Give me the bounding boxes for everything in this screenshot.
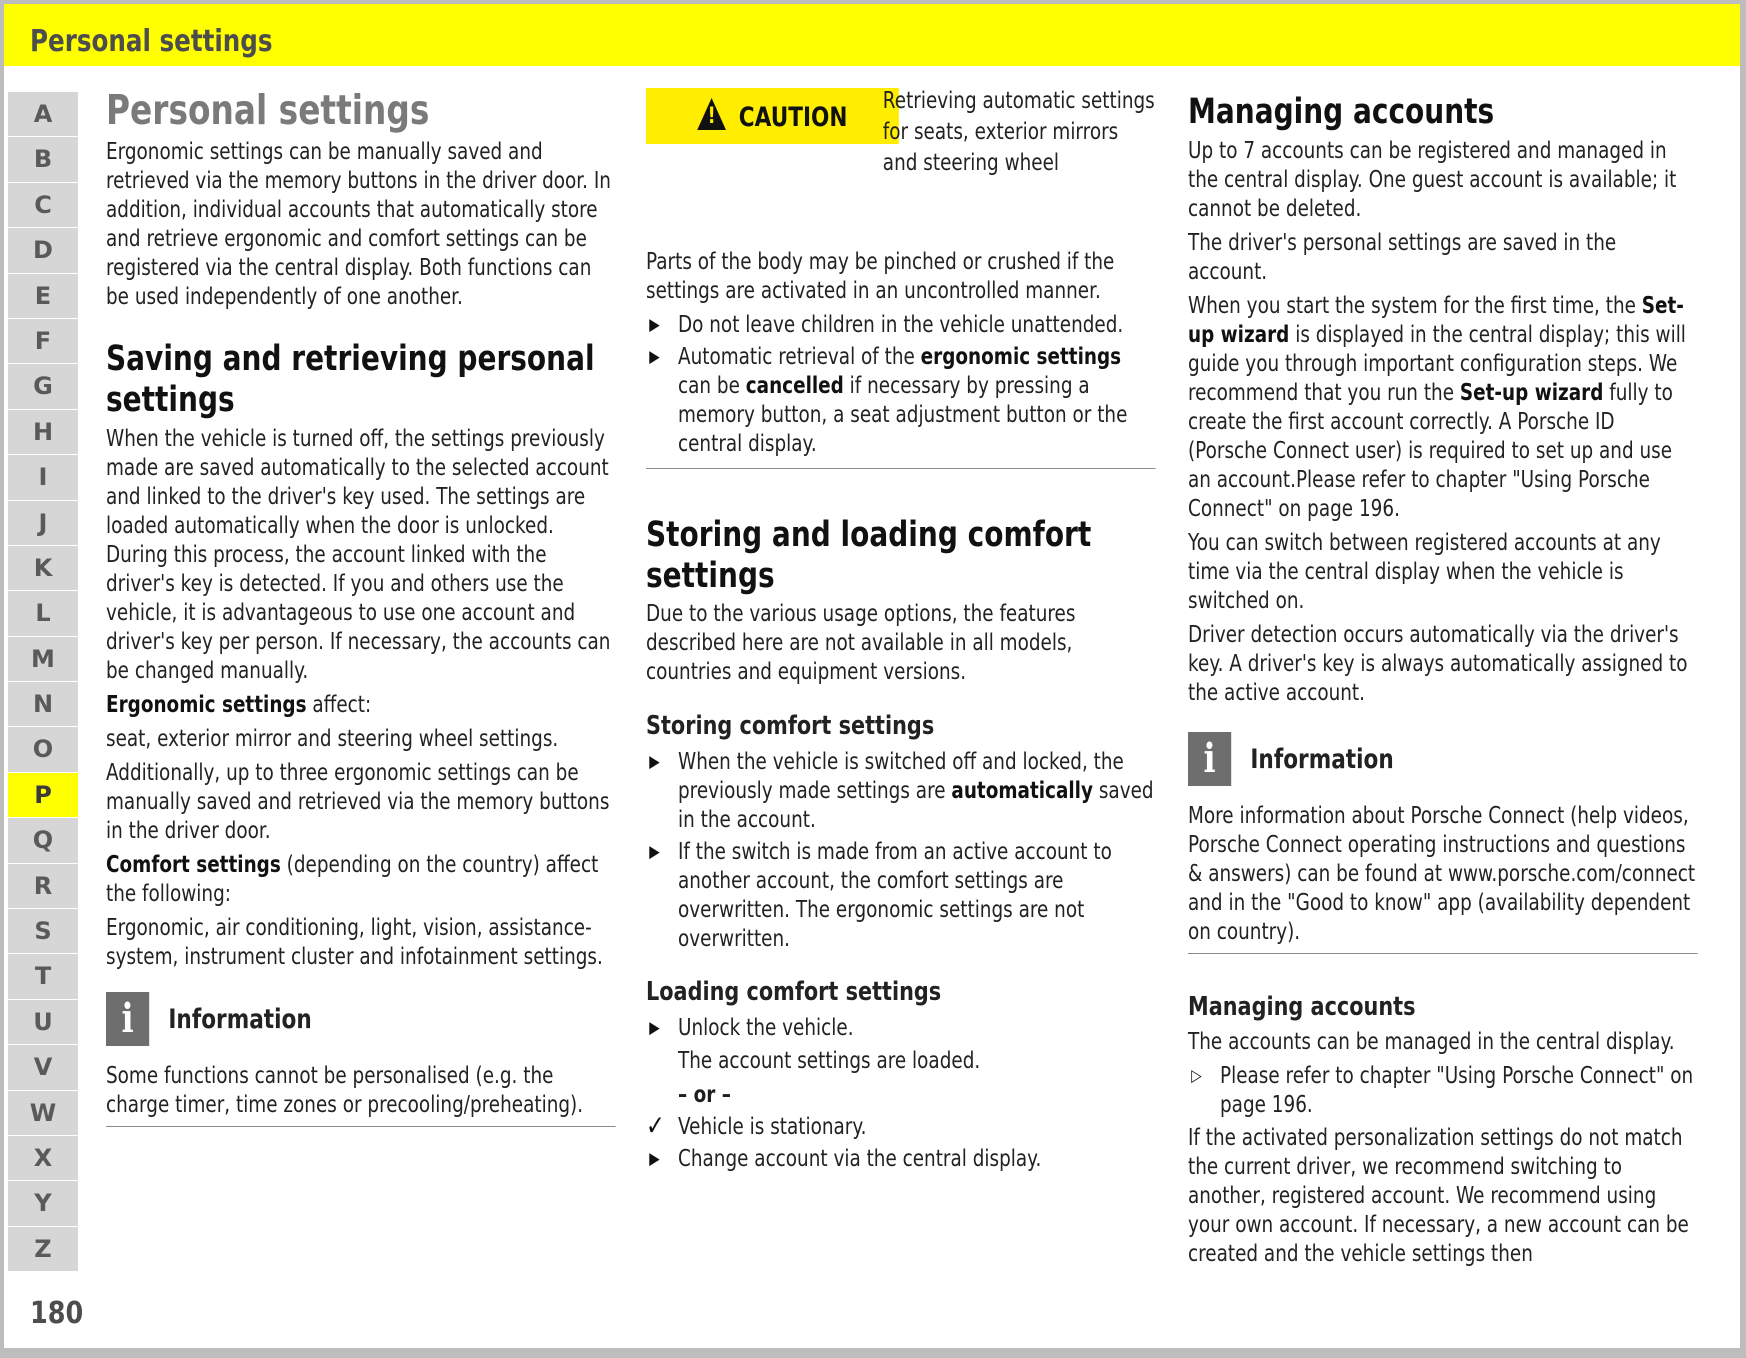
caution-label: CAUTION — [738, 102, 848, 133]
subheading-loading: Loading comfort settings — [646, 976, 942, 1007]
page-title: Personal settings — [106, 86, 430, 134]
index-letter-m[interactable]: M — [8, 637, 78, 682]
reference-list — [1188, 1062, 1698, 1120]
saving-paragraph: When the vehicle is turned off, the settings previously made are saved automatically to the selected account and linked to the driver's key used. The settings are loaded automatically when the door is unlocked. During this process, the account linked with the driver's key is detected. If you and others use the vehicle, it is advantageous to use one account and driver's key per person. If necessary, the accounts can be changed manually. — [106, 425, 611, 684]
intro-paragraph: Ergonomic settings can be manually saved and retrieved via the memory buttons in the driver door. In addition, individual accounts that automatically store and retrieve ergonomic and comfort settings can be registered via the central display. Both functions can be used independently of one another. — [106, 139, 611, 311]
caution-list — [646, 311, 1156, 469]
loading-result: The account settings are loaded. — [678, 1047, 981, 1074]
comfort-list: Ergonomic, air conditioning, light, vision, assistance-system, instrument cluster and infotainment settings. — [106, 914, 603, 970]
index-letter-r[interactable]: R — [8, 864, 78, 909]
managing-p3: When you start the system for the first time, the Set-up wizard is displayed in the central display; this will guide you through important configuration steps. We recommend that you run the Set-up wizard fully to create the first account correctly. A Porsche ID (Porsche Connect user) is required to set up and use an account.Please refer to chapter "Using Porsche Connect" on page 196. — [1188, 292, 1686, 522]
triangle-bullet-icon: ▶ — [649, 751, 660, 772]
info-icon: i — [1188, 732, 1231, 786]
info-text-right: More information about Porsche Connect (help videos, Porsche Connect operating instructions and questions & answers) can be found at www.porsche.com/connect and in the "Good to know" app (availability dependent on country). — [1188, 802, 1698, 954]
index-letter-b[interactable]: B — [8, 137, 78, 182]
managing-p1: Up to 7 accounts can be registered and managed in the central display. One guest account is available; it cannot be deleted. — [1188, 137, 1677, 222]
caution-title: Retrieving automatic settings for seats, exterior mirrors and steering wheel — [882, 88, 1155, 176]
index-letter-k[interactable]: K — [8, 546, 78, 591]
index-letter-p[interactable]: P — [8, 773, 78, 818]
index-letter-f[interactable]: F — [8, 319, 78, 364]
loading-list — [646, 1014, 1156, 1043]
triangle-bullet-icon: ▶ — [649, 1148, 660, 1169]
index-letter-j[interactable]: J — [8, 501, 78, 546]
index-letter-n[interactable]: N — [8, 682, 78, 727]
list-item: ▶ Do not leave children in the vehicle unattended. — [649, 312, 1124, 338]
index-letter-z[interactable]: Z — [8, 1227, 78, 1272]
index-letter-e[interactable]: E — [8, 274, 78, 319]
column-right — [1188, 86, 1698, 1274]
triangle-bullet-icon: ▶ — [649, 347, 660, 367]
index-letter-a[interactable]: A — [8, 92, 78, 137]
comfort-bold: Comfort settings — [106, 851, 281, 878]
index-letter-u[interactable]: U — [8, 1000, 78, 1045]
column-left — [106, 86, 616, 1132]
page-header — [4, 4, 1740, 66]
triangle-bullet-icon: ▶ — [649, 1017, 660, 1038]
index-letter-t[interactable]: T — [8, 954, 78, 999]
caution-label-box: ! CAUTION — [646, 88, 899, 144]
index-letter-w[interactable]: W — [8, 1091, 78, 1136]
caution-block — [646, 86, 1156, 236]
index-letter-g[interactable]: G — [8, 364, 78, 409]
index-letter-x[interactable]: X — [8, 1136, 78, 1181]
list-item: ▶ Automatic retrieval of the ergonomic settings can be cancelled if necessary by pressing a memory button, a seat adjustment button or the central display. — [649, 344, 1128, 457]
list-item: ▶ Unlock the vehicle. — [649, 1014, 854, 1041]
ergonomic-list: seat, exterior mirror and steering wheel settings. — [106, 725, 559, 752]
index-letter-l[interactable]: L — [8, 591, 78, 636]
index-letter-c[interactable]: C — [8, 183, 78, 228]
information-block-left — [106, 992, 616, 1048]
header-title: Personal settings — [30, 24, 273, 59]
loading-list-2 — [646, 1108, 1156, 1174]
information-block-right — [1188, 732, 1698, 788]
subheading-storing: Storing comfort settings — [646, 711, 935, 742]
column-middle — [646, 86, 1156, 1178]
index-letter-v[interactable]: V — [8, 1045, 78, 1090]
index-letter-h[interactable]: H — [8, 410, 78, 455]
triangle-bullet-icon: ▶ — [649, 315, 660, 335]
section-title-saving: Saving and retrieving personal settings — [106, 339, 595, 420]
managing-p2: The driver's personal settings are saved in the account. — [1188, 229, 1617, 285]
manual-page — [4, 4, 1740, 1348]
alphabet-index — [8, 92, 78, 1272]
check-mark-icon: ✓ — [646, 1108, 665, 1142]
info-title: Information — [168, 1003, 312, 1035]
index-letter-d[interactable]: D — [8, 228, 78, 273]
storing-intro: Due to the various usage options, the features described here are not available in all models, countries and equipment versions. — [646, 601, 1076, 686]
managing-p5: Driver detection occurs automatically via the driver's key. A driver's key is always automatically assigned to the active account. — [1188, 621, 1688, 706]
managing-p4: You can switch between registered accounts at any time via the central display when the vehicle is switched on. — [1188, 529, 1661, 614]
ergonomic-heading-line: Ergonomic settings affect: — [106, 691, 372, 718]
info-text-left: Some functions cannot be personalised (e.g. the charge timer, time zones or precooling/preheating). — [106, 1062, 616, 1127]
or-separator: – or – — [678, 1081, 731, 1108]
ergonomic-extra: Additionally, up to three ergonomic settings can be manually saved and retrieved via the memory buttons in the driver door. — [106, 759, 610, 844]
index-letter-s[interactable]: S — [8, 909, 78, 954]
comfort-heading-line: Comfort settings (depending on the country) affect the following: — [106, 851, 599, 907]
caution-paragraph: Parts of the body may be pinched or crushed if the settings are activated in an uncontrolled manner. — [646, 249, 1115, 304]
ergonomic-bold: Ergonomic settings — [106, 691, 307, 718]
list-item: ✓ Vehicle is stationary. — [646, 1108, 867, 1142]
index-letter-q[interactable]: Q — [8, 818, 78, 863]
list-item: ▷ Please refer to chapter "Using Porsche Connect" on page 196. — [1191, 1063, 1694, 1119]
list-item: ▶ Change account via the central display. — [649, 1145, 1042, 1172]
list-item: ▶ If the switch is made from an active account to another account, the comfort settings are overwritten. The ergonomic settings are not overwritten. — [649, 838, 1112, 952]
hollow-triangle-icon: ▷ — [1191, 1066, 1202, 1087]
triangle-bullet-icon: ▶ — [649, 841, 660, 862]
info-icon: i — [106, 992, 149, 1046]
storing-list — [646, 748, 1156, 954]
index-letter-i[interactable]: I — [8, 455, 78, 500]
managing-sub-p2: If the activated personalization settings do not match the current driver, we recommend switching to another, registered account. We recommend using your own account. If necessary, a new account can be created and the vehicle settings then — [1188, 1125, 1689, 1268]
subheading-managing: Managing accounts — [1188, 991, 1416, 1022]
list-item: ▶ When the vehicle is switched off and locked, the previously made settings are automatically saved in the account. — [649, 748, 1154, 833]
index-letter-y[interactable]: Y — [8, 1181, 78, 1226]
page-number: 180 — [30, 1296, 84, 1331]
section-title-managing: Managing accounts — [1188, 92, 1495, 132]
section-title-storing: Storing and loading comfort settings — [646, 515, 1092, 596]
info-title: Information — [1250, 743, 1394, 775]
index-letter-o[interactable]: O — [8, 727, 78, 772]
managing-sub-p1: The accounts can be managed in the central display. — [1188, 1029, 1675, 1056]
